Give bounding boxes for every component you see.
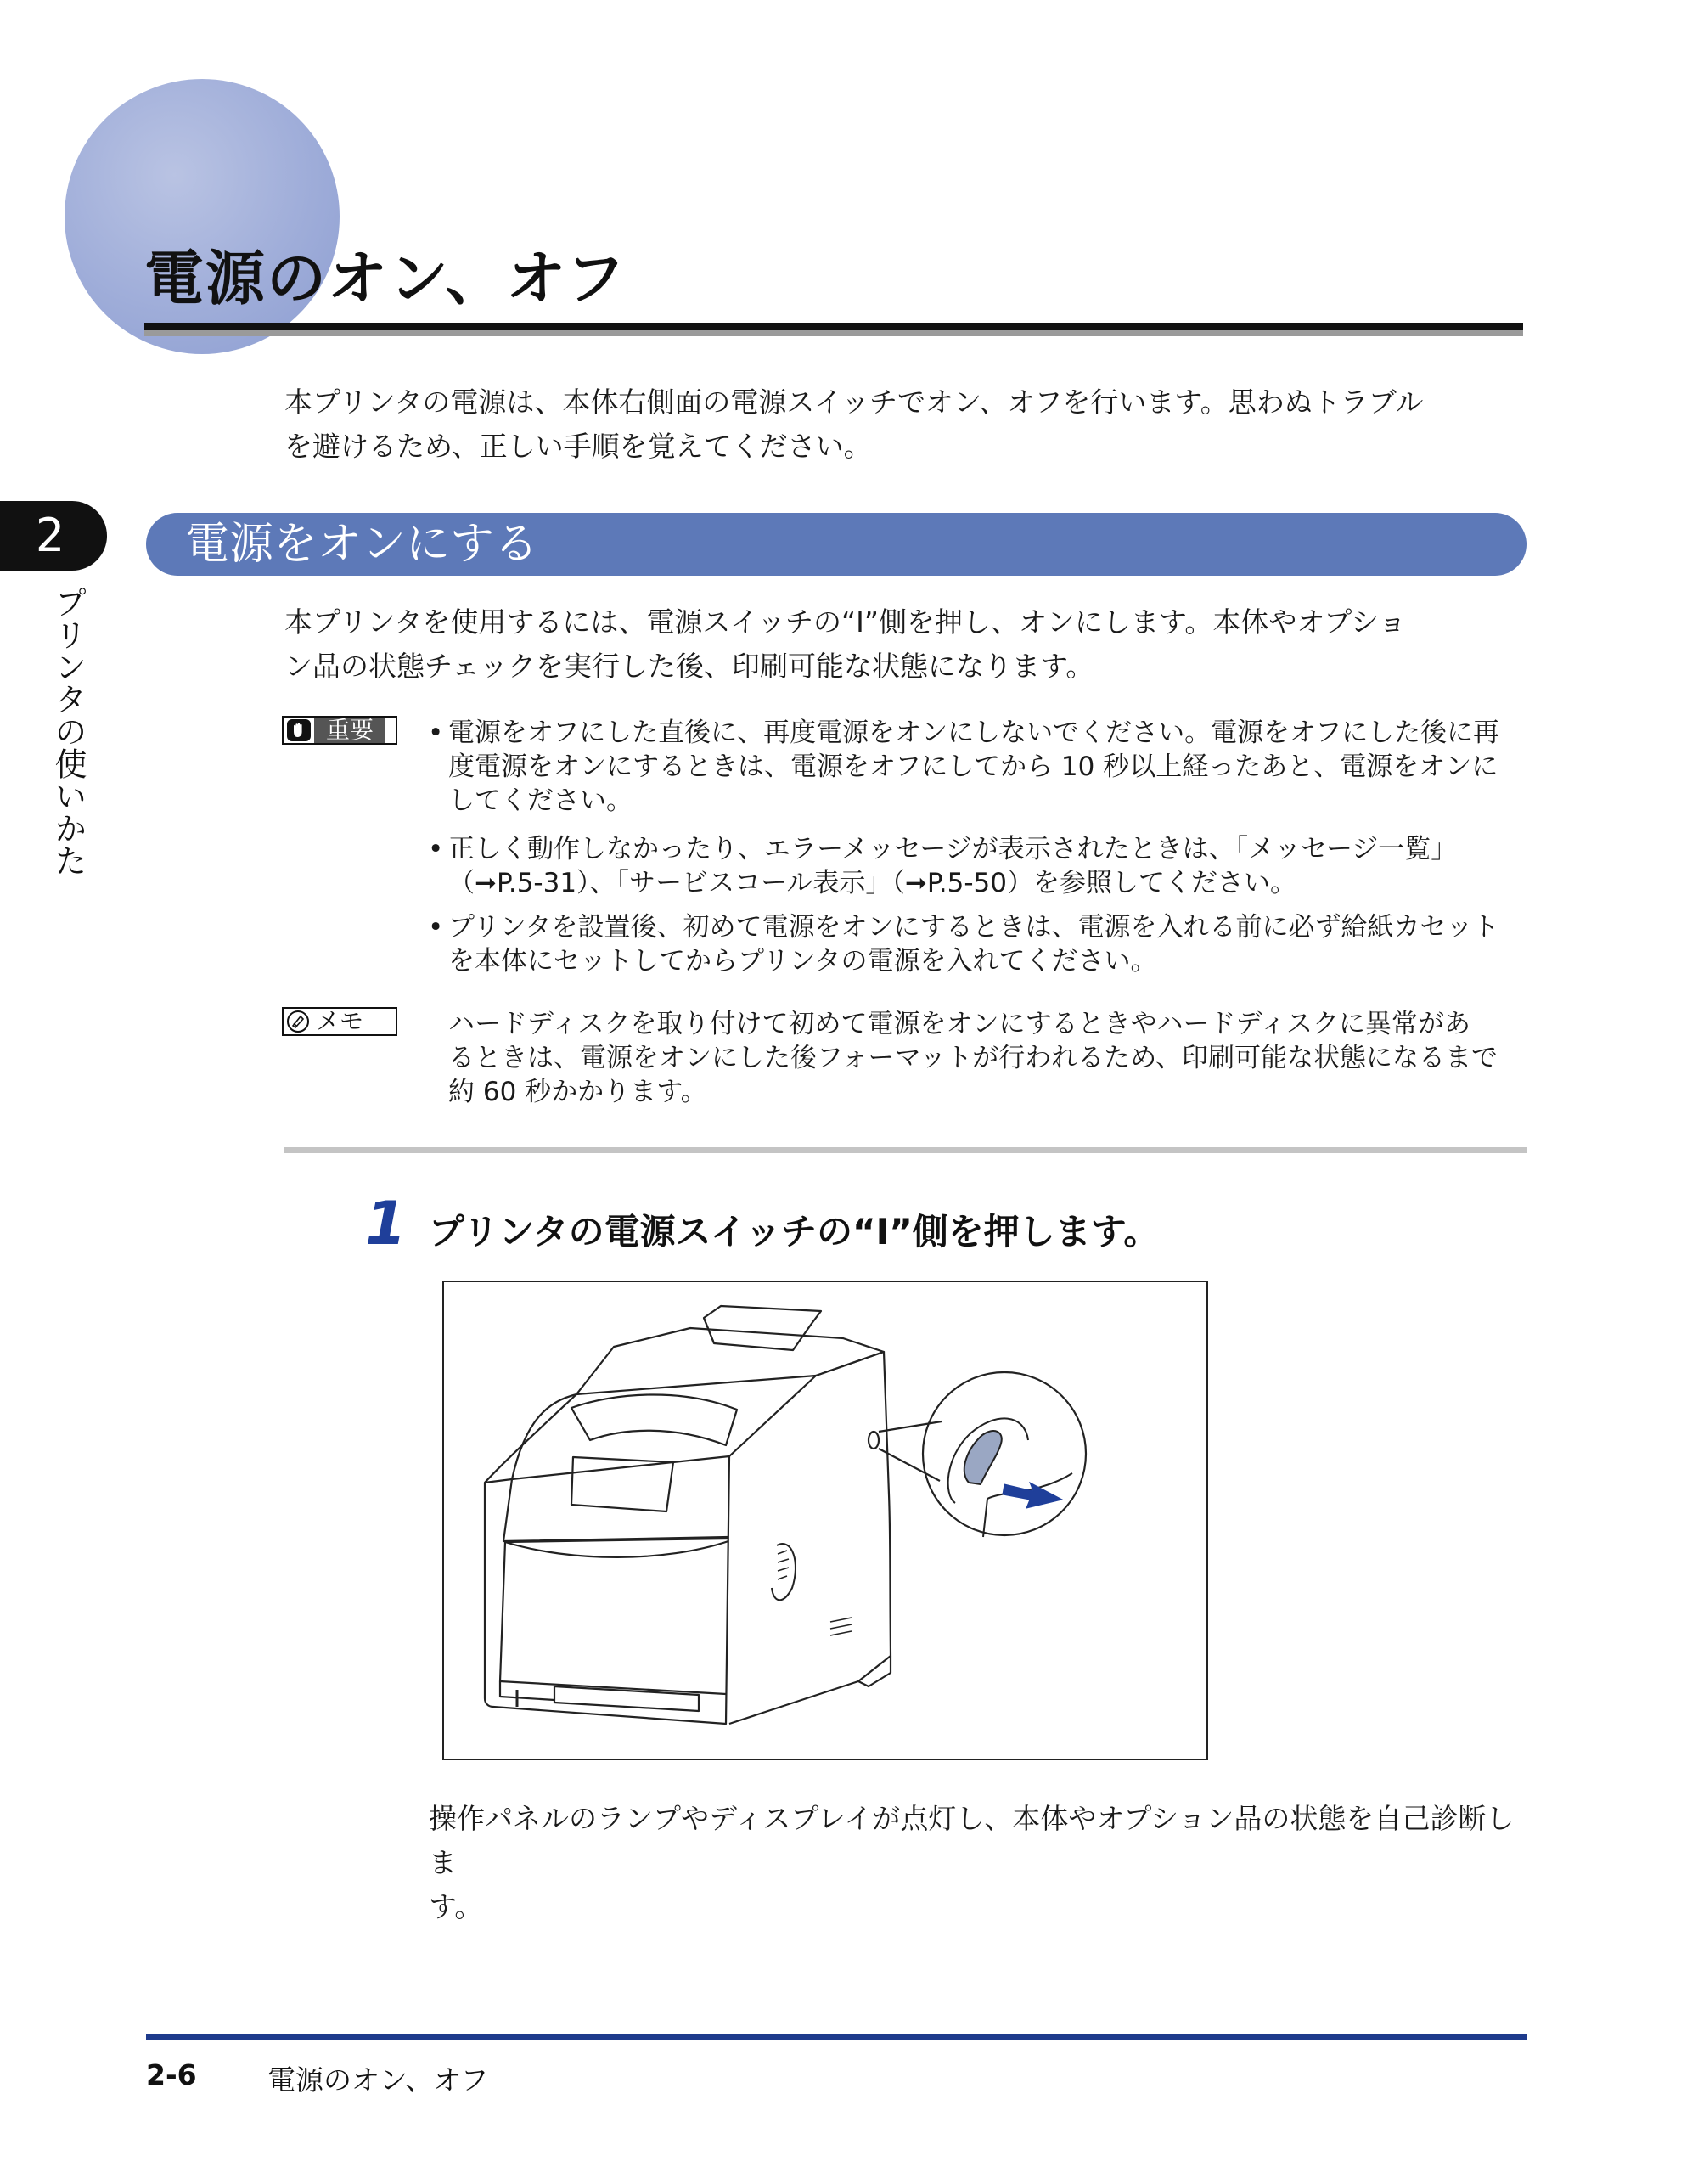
bullet-line: （➞P.5-31）、「サービスコール表示」（➞P.5-50）を参照してください。 xyxy=(448,868,1296,898)
intro-line: 本プリンタの電源は、本体右側面の電源スイッチでオン、オフを行います。思わぬトラブル xyxy=(284,386,1424,419)
page-title: 電源のオン、オフ xyxy=(144,244,627,313)
memo-badge xyxy=(282,1007,397,1036)
memo-line: 約 60 秒かかります。 xyxy=(448,1077,707,1107)
footer-title: 電源のオン、オフ xyxy=(267,2063,489,2097)
memo-line: るときは、電源をオンにした後フォーマットが行われるため、印刷可能な状態になるまで xyxy=(448,1043,1498,1073)
step-number: 1 xyxy=(365,1189,407,1258)
chapter-number: 2 xyxy=(35,509,65,562)
intro-line: を避けるため、正しい手順を覚えてください。 xyxy=(284,430,872,463)
important-label: 重要 xyxy=(314,718,385,743)
section-divider xyxy=(284,1147,1527,1153)
section-title: 電源をオンにする xyxy=(185,519,539,570)
printer-illustration xyxy=(442,1281,1208,1760)
step-result-line: す。 xyxy=(429,1890,483,1923)
bullet-line: プリンタを設置後、初めて電源をオンにするときは、電源を入れる前に必ず給紙カセット xyxy=(448,912,1499,943)
title-underline xyxy=(144,323,1523,336)
bullet-line: 度電源をオンにするときは、電源をオフにしてから 10 秒以上経ったあと、電源をオンに xyxy=(448,751,1498,782)
bullet-dot: • xyxy=(428,912,444,943)
page-number: 2-6 xyxy=(146,2058,197,2091)
memo-line: ハードディスクを取り付けて初めて電源をオンにするときやハードディスクに異常があ xyxy=(448,1009,1471,1039)
important-bullet xyxy=(428,832,1532,900)
section-description-line: ン品の状態チェックを実行した後、印刷可能な状態になります。 xyxy=(284,650,1094,683)
bullet-line: 電源をオフにした直後に、再度電源をオンにしないでください。電源をオフにした後に再 xyxy=(448,718,1500,748)
important-bullet xyxy=(428,716,1532,818)
step-instruction: プリンタの電源スイッチの“I”側を押します。 xyxy=(429,1211,1160,1252)
section-description xyxy=(284,600,1528,689)
hand-stop-icon xyxy=(287,719,311,741)
step-result-line: 操作パネルのランプやディスプレイが点灯し、本体やオプション品の状態を自己診断しま xyxy=(429,1802,1515,1879)
memo-label: メモ xyxy=(316,1007,364,1035)
important-badge xyxy=(282,716,397,745)
bullet-dot: • xyxy=(428,718,444,748)
memo-text xyxy=(448,1007,1532,1109)
bullet-line: を本体にセットしてからプリンタの電源を入れてください。 xyxy=(448,946,1157,977)
step-result xyxy=(429,1797,1524,1929)
footer-rule xyxy=(146,2034,1527,2040)
section-description-line: 本プリンタを使用するには、電源スイッチの“I”側を押し、オンにします。本体やオプショ xyxy=(284,605,1407,639)
chapter-side-label: プリンタの使いかた xyxy=(49,586,87,876)
printer-power-switch-illustration xyxy=(444,1282,1206,1759)
pencil-icon xyxy=(287,1010,309,1033)
intro-paragraph xyxy=(284,380,1528,469)
bullet-dot: • xyxy=(428,834,444,864)
bullet-line: してください。 xyxy=(448,785,633,816)
important-bullet xyxy=(428,910,1532,978)
bullet-line: 正しく動作しなかったり、エラーメッセージが表示されたときは、「メッセージ一覧」 xyxy=(448,834,1458,864)
